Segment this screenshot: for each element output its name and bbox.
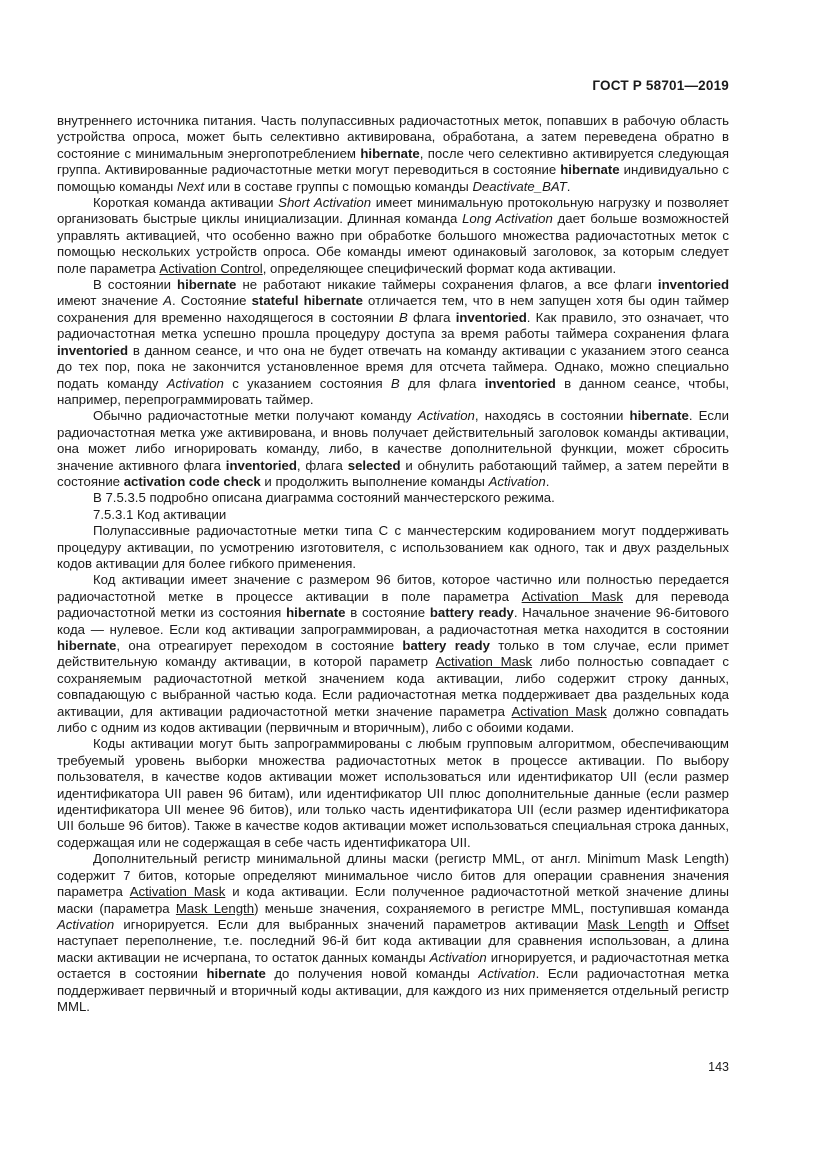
text-run: . Состояние (171, 293, 252, 309)
italic-term: B (390, 375, 400, 391)
paragraph (57, 736, 729, 851)
text-run: в данном сеансе, чтобы, например, перепрограммировать таймер. (57, 375, 730, 407)
paragraph (57, 113, 729, 195)
text-run: 7.5.3.1 Код активации (93, 506, 227, 522)
underlined-term: Activation Mask (435, 654, 533, 670)
text-run: . Начальное значение 96-битового кода — нулевое. Если код активации запрограммирован, а радиочастотная метка находится в состоянии (57, 605, 729, 637)
underlined-term: Activation Mask (129, 884, 226, 900)
paragraph (57, 490, 729, 506)
text-run: для флага (399, 375, 485, 391)
text-run: и продолжить выполнение команды (260, 473, 489, 489)
italic-term: B (399, 309, 408, 325)
italic-term: A (163, 293, 172, 309)
text-run: внутреннего источника питания. Часть полупассивных радиочастотных меток, попавших в рабочую область устройства опроса, может быть селективно активирована, обработана, а затем переведена обратно в состояние с минимальным энергопотреблением (57, 113, 729, 161)
text-run: не работают никакие таймеры сохранения флагов, а все флаги (236, 277, 658, 293)
paragraph (57, 851, 729, 1015)
italic-term: Short Activation (278, 195, 372, 211)
text-run: для перевода радиочастотной метки из состояния (57, 588, 729, 621)
italic-term: Activation (166, 375, 224, 391)
text-run: Код активации имеет значение с размером 96 битов, которое частично или полностью передается радиочастотной метке в процессе активации в поле параметра (57, 572, 729, 604)
text-run: ) меньше значения, сохраняемого в регистре MML, поступившая команда (254, 900, 729, 916)
paragraph (57, 507, 729, 523)
bold-term: selected (347, 457, 401, 473)
text-run: , флага (296, 457, 348, 473)
text-run: Дополнительный регистр минимальной длины маски (регистр MML, от англ. Minimum Mask Length) содержит 7 битов, которые определяют минимальное число битов для операции сравнения значения параметра (57, 851, 729, 900)
italic-term: Activation (429, 949, 487, 965)
text-run: имеет минимальную протокольную нагрузку и позволяет организовать быстрые циклы инициализации. Длинная команда (57, 195, 729, 227)
text-run: . Если радиочастотная метка уже активирована, и вновь получает действительный заголовок команды активации, она может либо игнорировать команду, либо, в качестве дополнительной функции, может сбросить значение активного флага (57, 408, 729, 473)
text-run: . Как правило, это означает, что радиочастотная метка успешно прошла процедуру доступа за время работы таймера сохранения флага (57, 309, 729, 342)
text-run: либо полностью совпадает с сохраняемым радиочастотной меткой значением кода активации, либо содержит строку данных, совпадающую с выбранной частью кода. Если радиочастотная метка поддерживает два раздельных кода активации, для активации радиочастотной метки значение параметра (57, 654, 729, 719)
italic-term: Activation (488, 473, 546, 489)
underlined-term: Mask Length (175, 900, 255, 916)
text-run: . (566, 178, 571, 194)
paragraph (57, 277, 729, 408)
bold-term: hibernate (629, 408, 689, 424)
paragraph (57, 523, 729, 572)
text-run: , после чего селективно активируется следующая группа. Активированные радиочастотные метки могут переводиться в состояние (57, 145, 729, 178)
text-run: флага (407, 309, 456, 325)
text-run: индивидуально с помощью команды (57, 162, 729, 194)
text-run: и кода активации. Если полученное радиочастотной меткой значение длины маски (параметра (57, 884, 729, 916)
text-run: В 7.5.3.5 подробно описана диаграмма состояний манчестерского режима. (93, 490, 555, 506)
text-run: в состояние (345, 605, 430, 621)
italic-term: Activation (478, 966, 536, 982)
italic-term: Activation (417, 408, 475, 424)
text-run: , находясь в состоянии (474, 408, 630, 424)
text-run: Коды активации могут быть запрограммированы с любым групповым алгоритмом, обеспечивающим требуемый уровень выборки множества радиочастотных меток в процессе активации. По выбору пользователя, в качестве кодов активации может использоваться или идентификатор UII (если размер идентификатора UII равен 96 битам), или идентификатор UII плюс дополнительные данные (если размер идентификатора UII менее 96 битов), или только часть идентификатора UII (если размер идентификатора UII больше 96 битов). Также в качестве кодов активации может использоваться специальная строка данных, содержащая или не содержащая в себе часть идентификатора UII. (57, 736, 729, 850)
document-header: ГОСТ Р 58701—2019 (592, 78, 729, 93)
bold-term: inventoried (657, 277, 729, 293)
text-run: с указанием состояния (223, 375, 391, 391)
text-run: , она отреагирует переходом в состояние (116, 638, 403, 653)
bold-term: inventoried (455, 309, 527, 325)
bold-term: stateful hibernate (251, 293, 363, 309)
text-run: дает больше возможностей управлять активацией, что особенно важно при обработке большого множества радиочастотных меток с помощью нескольких устройств опроса. Обе команды имеют одинаковый заголовок, за которым следует поле параметра (57, 211, 729, 276)
text-run: отличается тем, что в нем запущен хотя бы один таймер сохранения для временно находящегося в состоянии (57, 293, 729, 325)
italic-term: Next (176, 178, 205, 194)
paragraph (57, 195, 729, 277)
text-run: имеют значение (57, 293, 164, 309)
underlined-term: Activation Mask (511, 703, 607, 719)
bold-term: hibernate (177, 277, 237, 293)
italic-term: Long Activation (462, 211, 553, 227)
bold-term: activation code check (123, 473, 261, 489)
text-run: Короткая команда активации (93, 195, 279, 211)
italic-term: Deactivate_BAT (472, 178, 567, 194)
text-run: и (668, 916, 695, 932)
text-run: наступает переполнение, т.е. последний 96-й бит кода активации для сравнения использован, а длина маски активации не исчерпана, то остаток данных команды (57, 933, 729, 965)
bold-term: hibernate (57, 638, 117, 653)
underlined-term: Offset (694, 916, 729, 932)
text-run: или в составе группы с помощью команды (204, 178, 473, 194)
page-number: 143 (708, 1060, 729, 1074)
paragraph (57, 572, 729, 736)
bold-term: inventoried (57, 342, 129, 358)
text-run: в данном сеансе, и что она не будет отвечать на команду активации с указанием этого сеанса до тех пор, пока не закончится установленное время для отсчета таймера. Однако, можно специально подать команду (57, 342, 729, 391)
underlined-term: Activation Mask (521, 588, 623, 604)
bold-term: hibernate (286, 605, 346, 621)
bold-term: hibernate (360, 145, 420, 161)
bold-term: inventoried (484, 375, 556, 391)
text-run: . Если радиочастотная метка поддерживает первичный и вторичный коды активации, для каждого из них применяется отдельный регистр MML. (57, 966, 729, 1014)
text-run: Обычно радиочастотные метки получают команду (93, 408, 418, 424)
text-run: В состоянии (93, 277, 178, 293)
italic-term: Activation (57, 916, 115, 932)
text-run: игнорируется. Если для выбранных значений параметров активации (114, 916, 588, 932)
underlined-term: Mask Length (587, 916, 669, 932)
bold-term: battery ready (429, 605, 514, 621)
bold-term: hibernate (560, 162, 620, 178)
underlined-term: Activation Control (159, 260, 263, 276)
text-run: Полупассивные радиочастотные метки типа С с манчестерским кодированием могут поддерживать процедуру активации, по усмотрению изготовителя, с использованием как одного, так и двух раздельных кодов активации для более гибкого применения. (57, 523, 729, 571)
document-body (57, 113, 729, 1015)
text-run: игнорируется, и радиочастотная метка остается в состоянии (57, 949, 729, 982)
bold-term: inventoried (225, 457, 297, 473)
text-run: до получения новой команды (265, 966, 479, 982)
text-run: . (545, 473, 550, 489)
text-run: и обнулить работающий таймер, а затем перейти в состояние (57, 457, 729, 489)
text-run: только в том случае, если примет действительную команду активации, в которой параметр (57, 638, 729, 670)
text-run: должно совпадать либо с одним из кодов активации (первичным и вторичным), либо с обоими кодами. (57, 703, 729, 736)
paragraph (57, 408, 729, 490)
bold-term: hibernate (206, 966, 266, 982)
text-run: , определяющее специфический формат кода активации. (262, 260, 617, 276)
bold-term: battery ready (402, 638, 490, 653)
